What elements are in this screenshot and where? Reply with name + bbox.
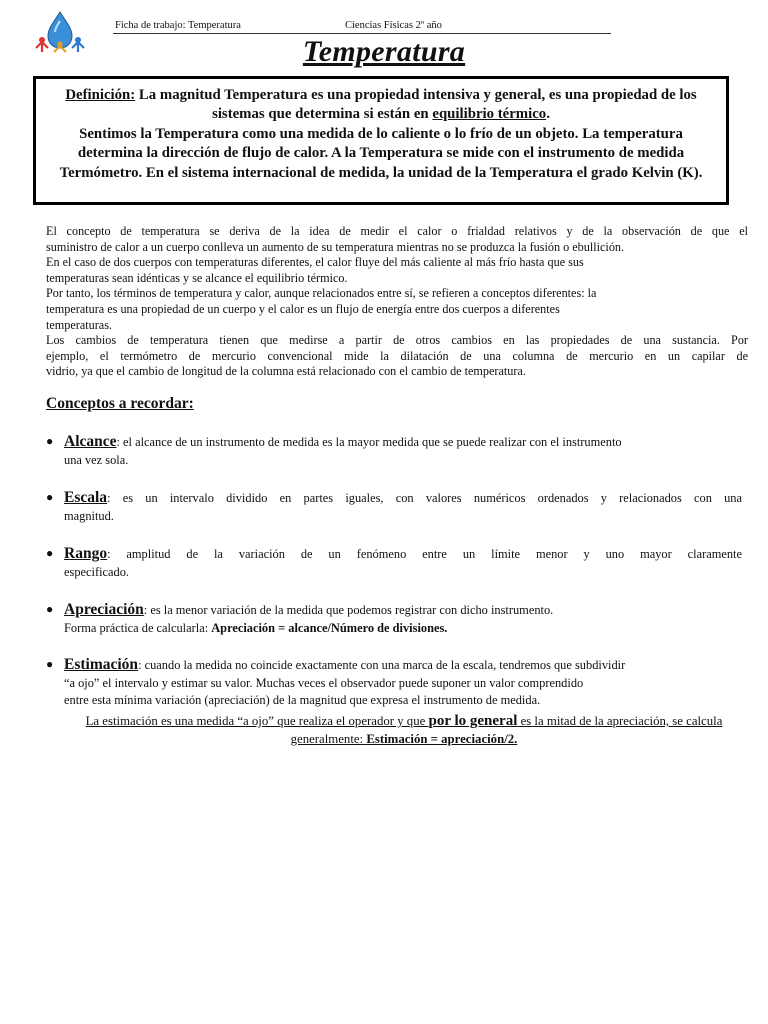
concept-term: Apreciación [64, 601, 144, 618]
intro-line: ejemplo, el termómetro de mercurio convencional mide la dilatación de una columna de mercurio en un capilar de [46, 348, 748, 363]
definition-underlined-term: equilibrio térmico [432, 106, 547, 123]
concept-text: una vez sola. [64, 452, 129, 467]
bullet-icon: ● [46, 434, 54, 448]
header-worksheet-label: Ficha de trabajo: Temperatura [115, 20, 241, 31]
intro-line: suministro de calor a un cuerpo conlleva un aumento de su temperatura mientras no se produzca la fusión o ebullición. [46, 239, 625, 254]
header-course-label: Ciencias Físicas 2º año [345, 20, 442, 31]
concept-term: Alcance [64, 433, 117, 450]
concept-item-escala [46, 489, 742, 525]
concept-text: : amplitud de la variación de un fenómeno entre un límite menor y uno mayor claramente [107, 547, 742, 561]
concept-term: Estimación [64, 656, 139, 673]
concept-formula: Apreciación = alcance/Número de divisiones. [211, 620, 448, 635]
definition-text: La magnitud Temperatura es una propiedad intensiva y general, es una propiedad de los sistemas que determina si están en [135, 87, 697, 123]
intro-line: En el caso de dos cuerpos con temperaturas diferentes, el calor fluye del más caliente al más frío hasta que sus [46, 255, 584, 270]
bullet-icon: ● [46, 657, 54, 671]
concept-item-rango [46, 545, 742, 581]
definition-paragraph-2: Sentimos la Temperatura como una medida de lo caliente o lo frío de un objeto. La temperatura determina la dirección de flujo de calor. A la Temperatura se mide con el instrumento de medida Termómetro. En el sistema internacional de medida, la unidad de la Temperatura el grado Kelvin (K). [59, 125, 703, 181]
concept-item-estimacion [46, 656, 742, 710]
note-text: La estimación es una medida “a ojo” que realiza el operador y que [85, 714, 429, 728]
concept-text: Forma práctica de calcularla: [64, 620, 212, 635]
note-emphasis: por lo general [428, 713, 518, 729]
concept-item-alcance [46, 433, 742, 469]
intro-line: El concepto de temperatura se deriva de la idea de medir el calor o frialdad relativos y de la observación de que el [46, 224, 748, 238]
concept-text: “a ojo” el intervalo y estimar su valor. Muchas veces el observador puede suponer un valor comprendido [64, 675, 584, 690]
note-text: es la mitad de la apreciación, se calcula generalmente: [290, 714, 723, 746]
page-title: Temperatura [302, 35, 466, 68]
bullet-icon: ● [46, 546, 54, 560]
concept-text: : el alcance de un instrumento de medida es la mayor medida que se puede realizar con el instrumento [116, 435, 622, 449]
note-formula: Estimación = apreciación/2. [366, 732, 518, 746]
intro-line: temperatura es una propiedad de un cuerpo y el calor es un flujo de energía entre dos cuerpos a diferentes [46, 301, 560, 316]
bullet-icon: ● [46, 602, 54, 616]
intro-line: Los cambios de temperatura tienen que medirse a partir de otros cambios en las propiedades de una sustancia. Por [46, 333, 748, 348]
concepts-heading: Conceptos a recordar: [46, 395, 194, 412]
intro-line: Por tanto, los términos de temperatura y calor, aunque relacionados entre sí, se refieren a conceptos diferentes: la [46, 286, 597, 301]
concept-term: Rango [64, 545, 108, 562]
definition-label: Definición: [65, 87, 136, 103]
definition-box [33, 76, 729, 205]
concept-item-apreciacion [46, 601, 742, 637]
intro-text [46, 224, 748, 380]
intro-line: vidrio, ya que el cambio de longitud de la columna está relacionado con el cambio de temperatura. [46, 364, 526, 379]
bullet-icon: ● [46, 490, 54, 504]
concept-text: : cuando la medida no coincide exactamente con una marca de la escala, tendremos que subdividir [138, 658, 626, 672]
concept-text: : es la menor variación de la medida que podemos registrar con dicho instrumento. [143, 603, 554, 617]
concept-text: especificado. [64, 564, 130, 579]
intro-line: temperaturas sean idénticas y se alcance el equilibrio térmico. [46, 270, 348, 285]
concept-term: Escala [64, 489, 108, 506]
concept-text: entre esta mínima variación (apreciación) de la magnitud que expresa el instrumento de medida. [64, 693, 541, 707]
definition-period: . [546, 106, 550, 123]
concept-text: : es un intervalo dividido en partes iguales, con valores numéricos ordenados y relacionados con una [107, 491, 742, 505]
definition-paragraph-1 [46, 86, 716, 125]
intro-line: temperaturas. [46, 317, 112, 332]
concept-text: magnitud. [64, 508, 114, 523]
estimation-note [64, 712, 744, 748]
